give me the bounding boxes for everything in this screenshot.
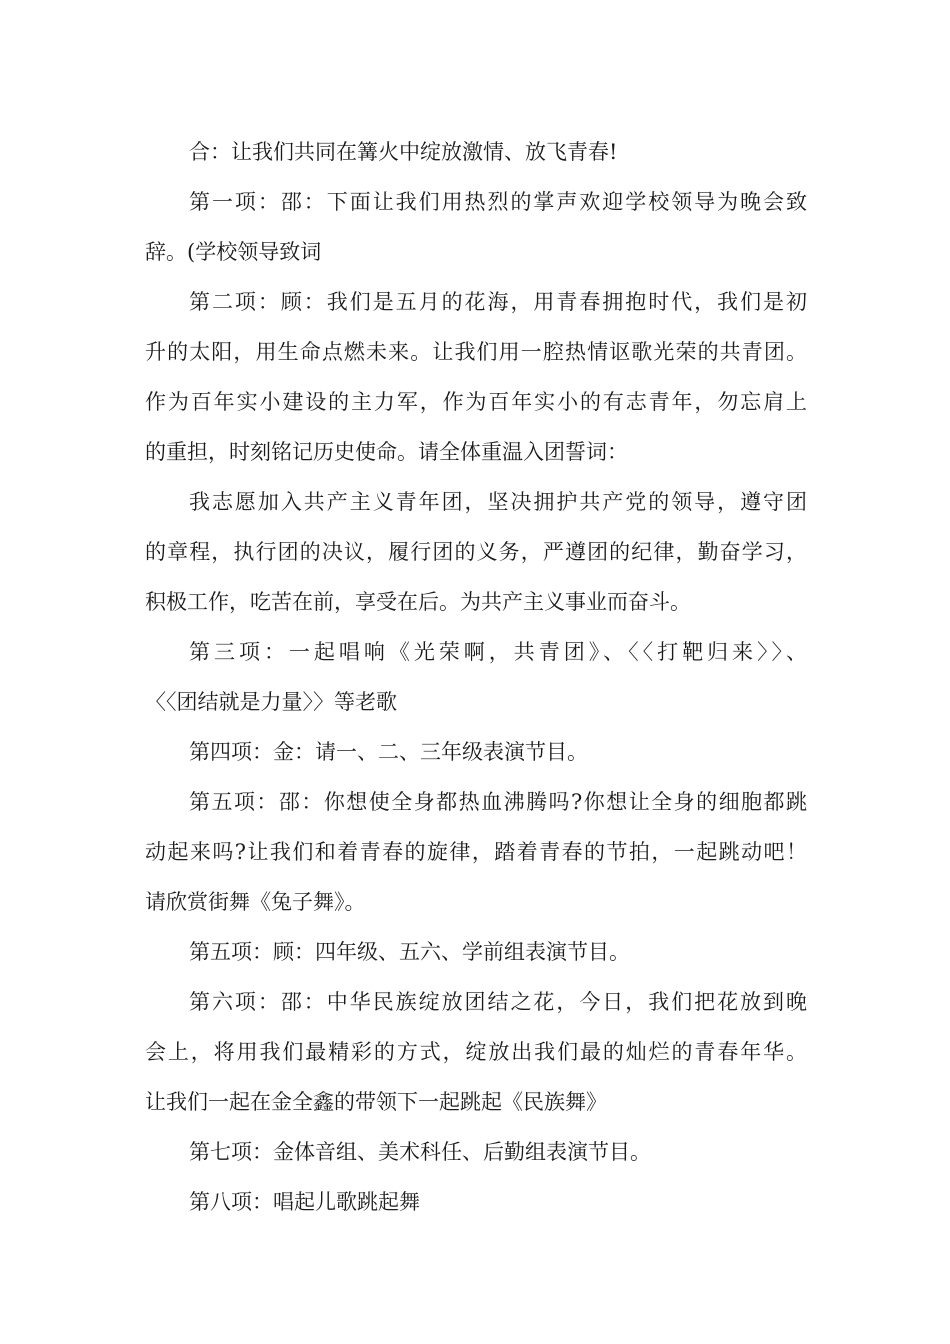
text-line: 第三项：一起唱响《光荣啊，共青团》、〈〈打靶归来〉〉、	[189, 640, 807, 664]
text-line: 第七项：金体音组、美术科任、后勤组表演节目。	[189, 1140, 651, 1164]
text-line: 的章程，执行团的决议，履行团的义务，严遵团的纪律，勤奋学习，	[145, 540, 807, 564]
text-line: 第二项：顾：我们是五月的花海，用青春拥抱时代，我们是初	[189, 290, 807, 314]
text-line: 第五项：邵：你想使全身都热血沸腾吗?你想让全身的细胞都跳	[189, 790, 807, 814]
text-line: 让我们一起在金全鑫的带领下一起跳起《民族舞》	[145, 1090, 607, 1114]
text-line: 第一项：邵：下面让我们用热烈的掌声欢迎学校领导为晚会致	[189, 190, 807, 214]
document-body	[145, 127, 807, 1227]
text-line: 第五项：顾：四年级、五六、学前组表演节目。	[189, 940, 630, 964]
text-line: 〈〈团结就是力量〉〉等老歌	[145, 690, 397, 714]
text-line: 第四项：金：请一、二、三年级表演节目。	[189, 740, 588, 764]
text-line: 的重担，时刻铭记历史使命。请全体重温入团誓词：	[145, 440, 628, 464]
text-line: 第八项：唱起儿歌跳起舞	[189, 1190, 420, 1214]
text-line: 辞。(学校领导致词	[145, 240, 322, 264]
text-line: 请欣赏街舞《兔子舞》。	[145, 890, 366, 914]
text-line: 积极工作，吃苦在前，享受在后。为共产主义事业而奋斗。	[145, 590, 691, 614]
text-line: 我志愿加入共产主义青年团，坚决拥护共产党的领导，遵守团	[189, 490, 807, 514]
text-line: 第六项：邵：中华民族绽放团结之花，今日，我们把花放到晚	[189, 990, 807, 1014]
text-line: 升的太阳，用生命点燃未来。让我们用一腔热情讴歌光荣的共青团。	[145, 340, 807, 364]
text-line: 合：让我们共同在篝火中绽放激情、放飞青春!	[189, 140, 618, 164]
text-line: 会上，将用我们最精彩的方式，绽放出我们最的灿烂的青春年华。	[145, 1040, 807, 1064]
text-line: 动起来吗?让我们和着青春的旋律，踏着青春的节拍，一起跳动吧！	[145, 840, 807, 864]
text-line: 作为百年实小建设的主力军，作为百年实小的有志青年，勿忘肩上	[145, 390, 807, 414]
